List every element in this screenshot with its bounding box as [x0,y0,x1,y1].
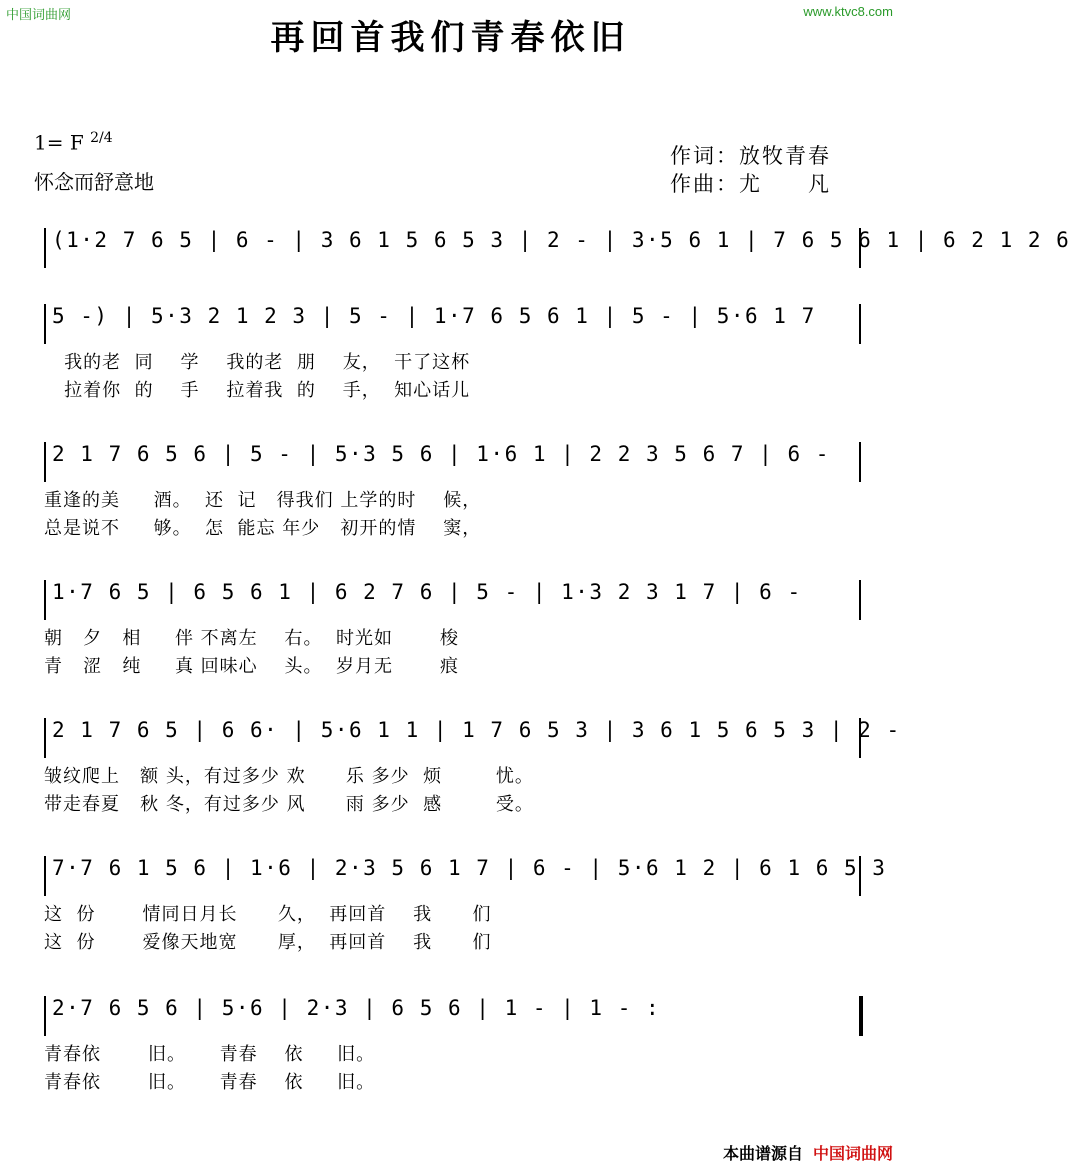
score-row [0,996,901,1106]
score-row [0,304,901,414]
watermark-right: www.ktvc8.com [803,4,893,19]
notation-line: 2 1 7 6 5 | 6 6· | 5·6 1 1 | 1 7 6 5 3 | 3 6 1 5 6 5 3 | 2 - [44,718,861,758]
song-title: 再回首我们青春依旧 [270,18,631,58]
notation-line: 5 -) | 5·3 2 1 2 3 | 5 - | 1·7 6 5 6 1 | 5 - | 5·6 1 7 [44,304,861,344]
lyric-verse-1: 皱纹爬上 额 头，有过多少 欢 乐 多少 烦 忧。 [44,766,534,787]
lyric-verse-1: 我的老 同 学 我的老 朋 友， 干了这杯 [44,352,471,373]
score-row [0,856,901,966]
notation-line: 2·7 6 5 6 | 5·6 | 2·3 | 6 5 6 | 1 - | 1 - : [44,996,861,1036]
footer-credit [723,1141,893,1164]
lyric-verse-1: 朝 夕 相 伴 不离左 右。 时光如 梭 [44,628,460,649]
key-signature [34,130,113,155]
notation-line: 7·7 6 1 5 6 | 1·6 | 2·3 5 6 1 7 | 6 - | 5·6 1 2 | 6 1 6 5 3 [44,856,861,896]
notation-line: (1·2 7 6 5 | 6 - | 3 6 1 5 6 5 3 | 2 - | 3·5 6 1 | 7 6 5 6 1 | 6 2 1 2 6 [44,228,861,268]
key-label: 1= F [34,130,84,155]
final-repeat-bar [859,996,863,1036]
tempo-marking: 怀念而舒意地 [34,170,154,194]
score-row [0,718,901,828]
lyric-verse-2: 带走春夏 秋 冬，有过多少 风 雨 多少 感 受。 [44,794,534,815]
composer-credit: 作曲：尤 凡 [670,172,831,196]
lyric-verse-2: 总是说不 够。 怎 能忘 年少 初开的情 窦， [44,518,482,539]
lyric-verse-1: 重逢的美 酒。 还 记 得我们 上学的时 候， [44,490,482,511]
lyric-verse-2: 青春依 旧。 青春 依 旧。 [44,1072,376,1093]
footer-site: 中国词曲网 [812,1146,893,1163]
score-row [0,442,901,552]
lyricist-credit: 作词：放牧青春 [670,144,831,168]
lyric-verse-2: 这 份 爱像天地宽 厚， 再回首 我 们 [44,932,492,953]
score-row [0,580,901,690]
lyric-verse-2: 拉着你 的 手 拉着我 的 手， 知心话儿 [44,380,471,401]
lyric-verse-1: 青春依 旧。 青春 依 旧。 [44,1044,376,1065]
lyric-verse-1: 这 份 情同日月长 久， 再回首 我 们 [44,904,492,925]
lyric-verse-2: 青 涩 纯 真 回味心 头。 岁月无 痕 [44,656,460,677]
footer-source: 本曲谱源自 [722,1146,803,1163]
time-signature: 2/4 [90,130,113,146]
watermark-left: 中国词曲网 [6,7,72,22]
notation-line: 2 1 7 6 5 6 | 5 - | 5·3 5 6 | 1·6 1 | 2 2 3 5 6 7 | 6 - [44,442,861,482]
notation-line: 1·7 6 5 | 6 5 6 1 | 6 2 7 6 | 5 - | 1·3 2 3 1 7 | 6 - [44,580,861,620]
